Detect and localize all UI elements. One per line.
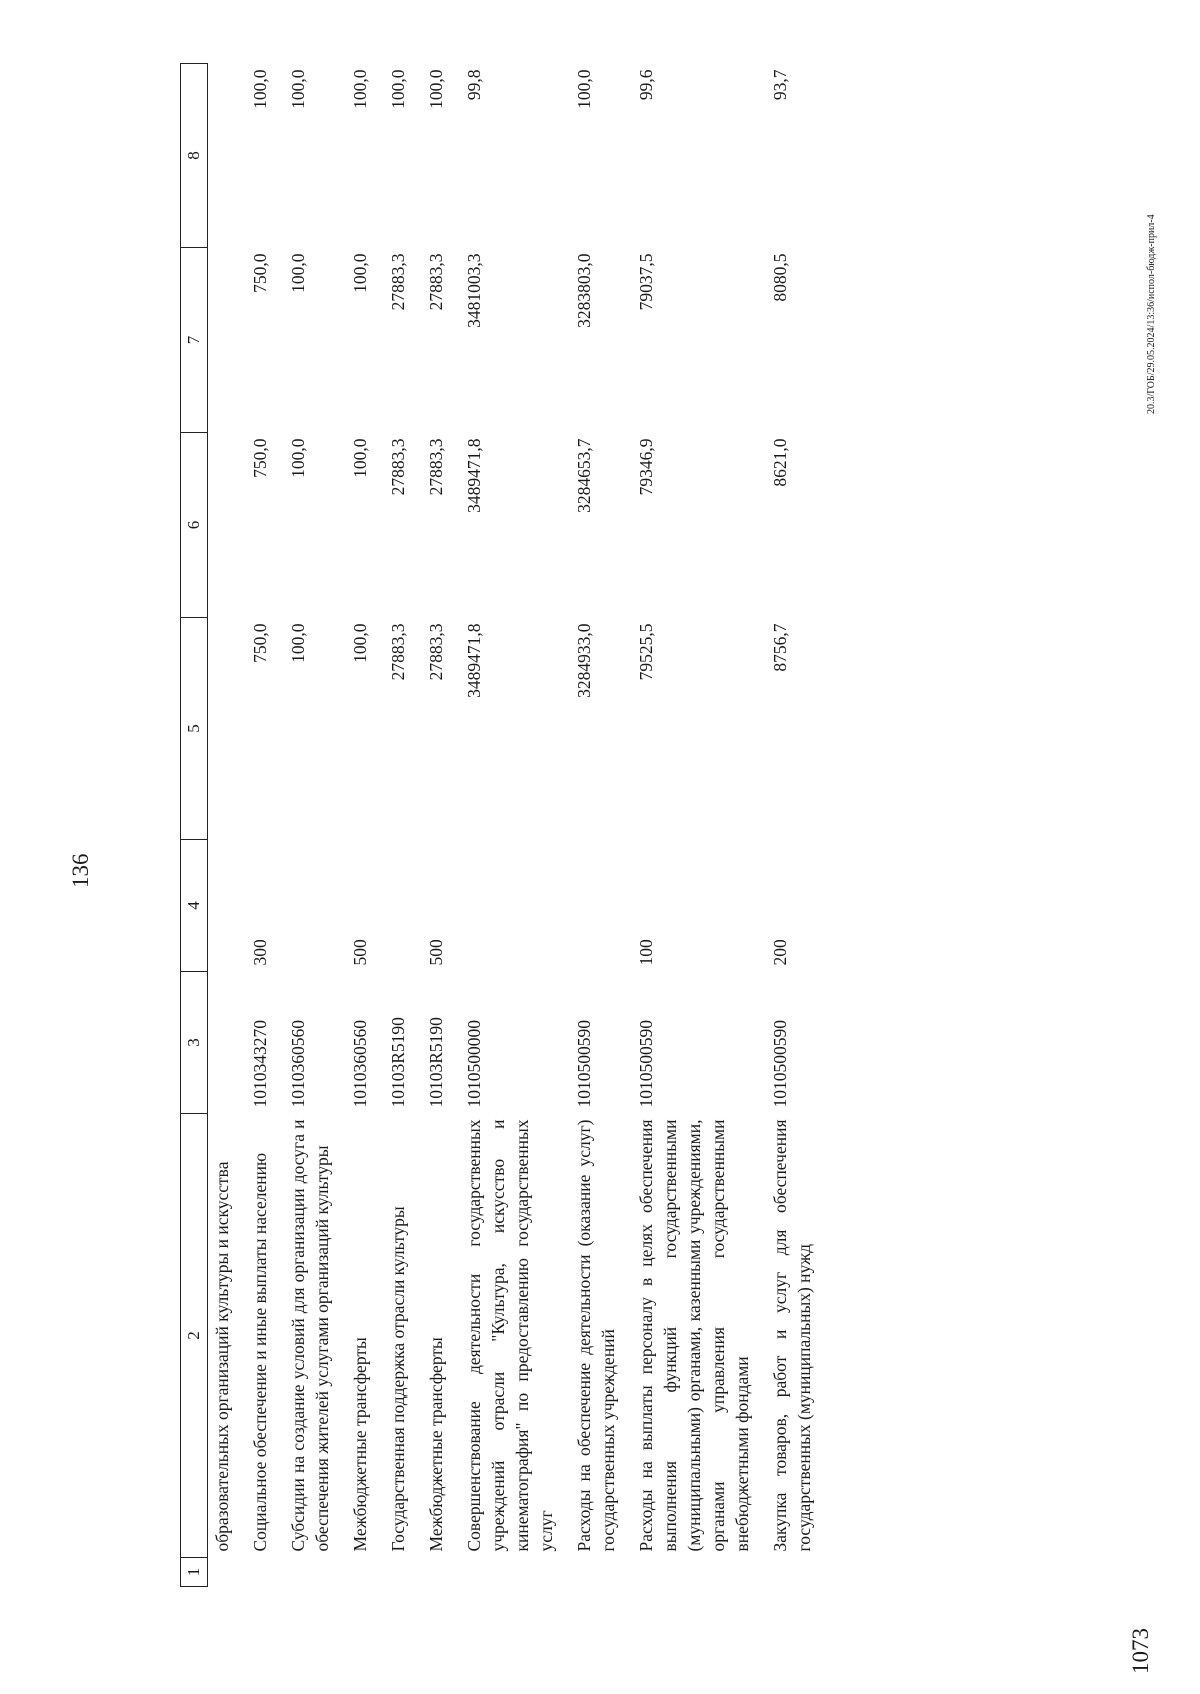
row-col7: 100,0 [288, 253, 308, 293]
row-col7: 27883,3 [388, 253, 408, 311]
row-type [286, 840, 348, 972]
row-col5 [208, 618, 249, 840]
row-col6: 27883,3 [426, 438, 446, 496]
row-name: Совершенствование деятельности государственных учреждений отрасли "Культура, искусство и кинематография" по предоставлению государственных услуг [464, 1119, 556, 1552]
row-col6: 27883,3 [388, 438, 408, 496]
row-type: 200 [770, 939, 790, 966]
row-percent: 100,0 [350, 69, 370, 109]
row-percent [208, 64, 249, 248]
table-row [572, 64, 634, 1587]
row-type: 500 [350, 939, 370, 966]
row-type [208, 840, 249, 972]
row-code: 1010343270 [250, 1020, 270, 1108]
table-row [286, 64, 348, 1587]
row-percent: 99,8 [464, 69, 484, 101]
row-col5: 8756,7 [770, 623, 790, 672]
row-percent: 100,0 [388, 69, 408, 109]
row-col7: 3481003,3 [464, 253, 484, 328]
column-header-4: 4 [181, 840, 208, 972]
column-header-7: 7 [181, 248, 208, 433]
table-row [424, 64, 462, 1587]
row-col5: 27883,3 [388, 623, 408, 681]
row-code: 10103R5190 [426, 1017, 446, 1108]
column-header-2: 2 [181, 1114, 208, 1558]
row-code: 1010360560 [350, 1020, 370, 1108]
row-type [572, 840, 634, 972]
row-code: 10103R5190 [388, 1017, 408, 1108]
row-col6: 100,0 [350, 438, 370, 478]
document-footer-id: 20.3/ГОБ/29.05.2024/13:36/испол-бюдж-прил-4 [1146, 214, 1157, 414]
row-col7: 8080,5 [770, 253, 790, 302]
row-type: 500 [426, 939, 446, 966]
table-row [386, 64, 424, 1587]
row-name: Государственная поддержка отрасли культуры [388, 1206, 408, 1552]
row-col6: 100,0 [288, 438, 308, 478]
row-type: 100 [636, 939, 656, 966]
row-col6 [208, 433, 249, 618]
row-code: 1010500590 [574, 1020, 594, 1108]
row-col7: 27883,3 [426, 253, 446, 311]
row-col5: 100,0 [288, 623, 308, 663]
row-name: Субсидии на создание условий для организации досуга и обеспечения жителей услугами организаций культуры [288, 1119, 332, 1552]
row-col7 [208, 248, 249, 433]
row-type [386, 840, 424, 972]
row-name: Закупка товаров, работ и услуг для обеспечения государственных (муниципальных) нужд [770, 1119, 814, 1552]
row-type: 300 [250, 939, 270, 966]
row-col5: 3489471,8 [464, 623, 484, 698]
row-percent: 99,6 [636, 69, 656, 101]
table-row [208, 64, 249, 1587]
table-row [634, 64, 768, 1587]
row-col6: 3489471,8 [464, 438, 484, 513]
row-code [208, 972, 249, 1114]
column-header-1: 1 [181, 1558, 208, 1587]
row-percent: 100,0 [250, 69, 270, 109]
row-code: 1010500000 [464, 1020, 484, 1108]
row-col7: 79037,5 [636, 253, 656, 311]
row-percent: 100,0 [426, 69, 446, 109]
row-name: образовательных организаций культуры и искусства [212, 1161, 232, 1552]
table-header-row [181, 64, 208, 1587]
row-col7: 750,0 [250, 253, 270, 293]
row-col6: 750,0 [250, 438, 270, 478]
row-col5: 100,0 [350, 623, 370, 663]
column-header-8: 8 [181, 64, 208, 248]
row-code: 1010360560 [288, 1020, 308, 1108]
budget-table [180, 63, 830, 1587]
row-col6: 3284653,7 [574, 438, 594, 513]
table-row [248, 64, 286, 1587]
column-header-5: 5 [181, 618, 208, 840]
page-number: 136 [68, 853, 93, 888]
column-header-3: 3 [181, 972, 208, 1114]
row-col5: 27883,3 [426, 623, 446, 681]
row-col7: 3283803,0 [574, 253, 594, 328]
row-name: Межбюджетные трансферты [426, 1337, 446, 1552]
table-row [462, 64, 572, 1587]
row-col5: 3284933,0 [574, 623, 594, 698]
table-row [768, 64, 830, 1587]
row-name: Расходы на обеспечение деятельности (оказание услуг) государственных учреждений [574, 1119, 618, 1552]
column-header-6: 6 [181, 433, 208, 618]
row-code: 1010500590 [770, 1020, 790, 1108]
row-col5: 79525,5 [636, 623, 656, 681]
row-col5: 750,0 [250, 623, 270, 663]
row-name: Межбюджетные трансферты [350, 1337, 370, 1552]
row-col6: 8621,0 [770, 438, 790, 487]
table-row [348, 64, 386, 1587]
sheet-number: 1073 [1128, 1628, 1153, 1674]
row-name: Расходы на выплаты персоналу в целях обеспечения выполнения функций государственными (муниципальными) органами, казенными учреждениями, органами управления государственными внебюджетными фондами [636, 1119, 752, 1552]
row-name: Социальное обеспечение и иные выплаты населению [250, 1152, 270, 1552]
row-col7: 100,0 [350, 253, 370, 293]
row-percent: 93,7 [770, 69, 790, 101]
row-percent: 100,0 [574, 69, 594, 109]
row-percent: 100,0 [288, 69, 308, 109]
row-code: 1010500590 [636, 1020, 656, 1108]
row-type [462, 840, 572, 972]
row-col6: 79346,9 [636, 438, 656, 496]
